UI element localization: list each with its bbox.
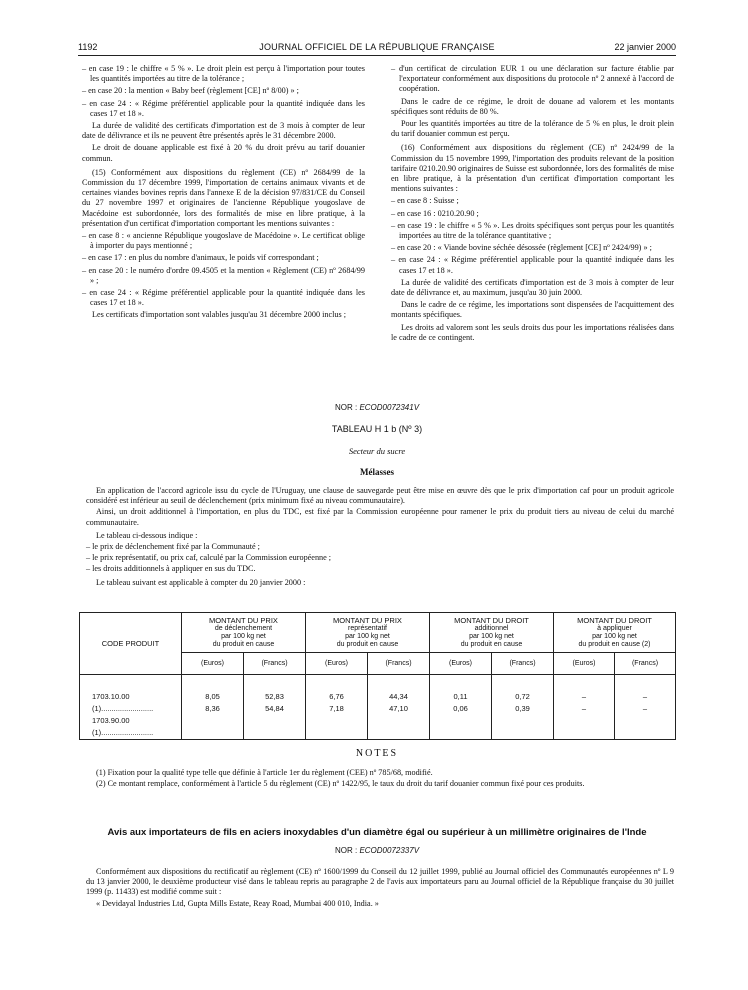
right-column-paragraph: – en case 8 : Suisse ; — [391, 196, 459, 206]
unit-header: (Euros) — [306, 653, 368, 675]
page-number: 1192 — [78, 42, 98, 52]
table-value: 0,39 — [515, 704, 530, 713]
tableau-title: TABLEAU H 1 b (Nº 3) — [331, 424, 423, 434]
group-subtitle: de déclenchement — [214, 624, 273, 632]
group-subtitle: par 100 kg net — [345, 632, 390, 640]
group-header-2 — [306, 613, 430, 653]
left-column-paragraph: – en case 20 : la mention « Baby beef (règlement [CE] nº 8/00) » ; — [82, 86, 299, 96]
intro-paragraph: – les droits additionnels à appliquer en sus du TDC. — [86, 564, 256, 574]
value-cell — [615, 675, 676, 740]
table-value: – — [581, 704, 587, 713]
table-value: 7,18 — [329, 704, 344, 713]
intro-paragraph: Le tableau ci-dessous indique : — [96, 530, 198, 540]
nor-code-2: ECOD0072337V — [359, 846, 420, 855]
notes-block — [86, 768, 674, 790]
intro-paragraph: – le prix de déclenchement fixé par la Communauté ; — [86, 542, 260, 552]
nor-line-1: NOR : ECOD0072341V — [334, 403, 420, 412]
product-code: 1703.10.00 (1)......................... — [92, 692, 154, 713]
group-subtitle: par 100 kg net — [469, 632, 514, 640]
table-value: – — [581, 692, 587, 701]
table-value: 8,36 — [205, 704, 220, 713]
note-item: (1) Fixation pour la qualité type telle que définie à l'article 1er du règlement (CEE) nº 785/68, modifié. — [96, 768, 433, 777]
table-value: 44,34 — [389, 692, 408, 701]
value-cell — [554, 675, 615, 740]
notes-title: NOTES — [355, 748, 399, 759]
left-column-paragraph: – en case 20 : le numéro d'ordre 09.4505 et la mention « Règlement (CE) nº 2684/99 » ; — [82, 265, 365, 285]
table-value: 0,72 — [515, 692, 530, 701]
right-column-paragraph: Dans le cadre de ce régime, le droit de douane ad valorem et les montants spécifiques sont réduits de 80 %. — [391, 96, 674, 116]
right-column-paragraph: Pour les quantités importées au titre de la tolérance de 5 % en plus, le droit plein du tarif douanier commun est perçu. — [391, 119, 674, 139]
group-subtitle: du produit en cause — [460, 640, 523, 648]
group-subtitle: additionnel — [474, 624, 509, 632]
right-column-paragraph: Dans le cadre de ce régime, les importations sont dispensées de l'acquittement des montants spécifiques. — [391, 300, 674, 320]
group-header-1 — [182, 613, 306, 653]
intro-paragraph: Ainsi, un droit additionnel à l'importation, en plus du TDC, est fixé par la Commission européenne pour ramener le prix du produit tiers au niveau de celui du marché communautaire. — [86, 507, 674, 527]
left-column-paragraph: – en case 8 : « ancienne République yougoslave de Macédoine ». Le certificat oblige à importer du pays mentionné ; — [82, 231, 365, 251]
table-value: 0,06 — [453, 704, 468, 713]
value-cell — [368, 675, 430, 740]
page-header — [78, 41, 676, 53]
left-column-paragraph: – en case 17 : en plus du nombre d'animaux, le poids vif correspondant ; — [82, 253, 319, 263]
right-column-paragraph: – en case 16 : 0210.20.90 ; — [391, 208, 479, 218]
journal-title: JOURNAL OFFICIEL DE LA RÉPUBLIQUE FRANÇAISE — [259, 42, 495, 52]
left-column-paragraph: – en case 24 : « Régime préférentiel applicable pour la quantité indiquée dans les cases 17 et 18 ». — [82, 98, 365, 118]
header-rule — [78, 55, 676, 56]
unit-header: (Euros) — [554, 653, 615, 675]
table-body-row — [80, 675, 676, 740]
avis-quote: « Devidayal Industries Ltd, Gupta Mills Estate, Reay Road, Mumbai 400 010, India. » — [96, 898, 379, 908]
product-code: 1703.90.00 (1)......................... — [92, 716, 154, 737]
table-value: 0,11 — [453, 692, 468, 701]
unit-header: (Francs) — [368, 653, 430, 675]
avis-title: Avis aux importateurs de fils en aciers inoxydables d'un diamètre égal ou supérieur à un millimètre originaires de l'Inde — [107, 827, 647, 838]
group-title: MONTANT DU PRIX — [333, 615, 402, 625]
right-column-paragraph: – en case 20 : « Viande bovine séchée désossée (règlement [CE] nº 2424/99) » ; — [391, 243, 652, 253]
group-subtitle: du produit en cause — [336, 640, 399, 648]
value-cell — [182, 675, 244, 740]
group-header-4 — [554, 613, 676, 653]
code-header: CODE PRODUIT — [80, 613, 182, 675]
left-column-paragraph: La durée de validité des certificats d'importation est de 3 mois à compter de leur date de délivrance et ils ne peuvent être présentés après le 31 décembre 2000. — [82, 121, 365, 141]
intro-paragraph: – le prix représentatif, ou prix caf, calculé par la Commission européenne ; — [86, 553, 332, 563]
right-column-paragraph: – d'un certificat de circulation EUR 1 ou une déclaration sur facture établie par l'exportateur conformément aux dispositions du protocole nº 2 annexé à l'accord de coopération. — [391, 64, 674, 94]
right-column-paragraph: Les droits ad valorem sont les seuls droits dus pour les importations réalisées dans le cadre de ce contingent. — [391, 322, 674, 342]
secteur-title: Secteur du sucre — [348, 446, 406, 456]
right-column-paragraph: – en case 19 : le chiffre « 5 % ». Les droits spécifiques sont perçus pour les quantités importées au titre de la tolérance quantitative ; — [391, 220, 674, 241]
right-column — [391, 64, 674, 345]
right-column-paragraph: – en case 24 : « Régime préférentiel applicable pour la quantité indiquée dans les cases 17 et 18 ». — [391, 255, 674, 275]
group-title: MONTANT DU DROIT — [577, 615, 652, 625]
intro-paragraph: Le tableau suivant est applicable à compter du 20 janvier 2000 : — [96, 577, 306, 587]
issue-date: 22 janvier 2000 — [614, 42, 676, 52]
table-value: 8,05 — [205, 692, 220, 701]
group-subtitle: représentatif — [348, 624, 387, 632]
group-title: MONTANT DU DROIT — [454, 615, 529, 625]
price-table — [79, 612, 676, 740]
left-column-paragraph: (15) Conformément aux dispositions du règlement (CE) nº 2684/99 de la Commission du 17 décembre 1999, l'importation de certains animaux vivants et de certaines viandes bovines repris dans l'annexe E de la décision 97/831/CE du Conseil du 27 novembre 1997 et originaires de l'ancienne République yougoslave de Macédoine est subordonnée, lors des formalités de mise en libre pratique, à la présentation d'un certificat d'importation comportant les mentions suivantes : — [82, 167, 365, 228]
product-subtitle: Mélasses — [360, 467, 394, 477]
code-cell — [80, 675, 182, 740]
group-title: MONTANT DU PRIX — [209, 615, 278, 625]
unit-header: (Euros) — [430, 653, 492, 675]
intro-paragraph: En application de l'accord agricole issu du cycle de l'Uruguay, une clause de sauvegarde peut être mise en œuvre dès que le prix d'importation caf pour un produit agricole considéré est inférieur au seuil de déclenchement (prix minimum fixé au niveau communautaire). — [86, 486, 674, 506]
group-header-3 — [430, 613, 554, 653]
table-value: 47,10 — [389, 704, 408, 713]
value-cell — [492, 675, 554, 740]
right-column-paragraph: (16) Conformément aux dispositions du règlement (CE) nº 2424/99 de la Commission du 15 novembre 1999, l'importation des produits relevant de la position tarifaire 0210.20.90 originaires de Suisse est subordonnée, lors des formalités de mise en libre pratique, à la présentation d'un certificat d'importation comportant les mentions suivantes : — [391, 143, 674, 194]
avis-body-block — [86, 867, 674, 910]
unit-header: (Francs) — [492, 653, 554, 675]
avis-body: Conformément aux dispositions du rectificatif au règlement (CE) nº 1600/1999 du Conseil du 12 juillet 1999, publié au Journal officiel des Communautés européennes nº L 9 du 13 janvier 2000, le deuxième producteur visé dans le tableau repris au paragraphe 2 de l'avis aux importateurs paru au Journal officiel de la République française du 30 juillet 1999 (p. 11433) est modifié comme suit : — [86, 867, 674, 897]
left-column-paragraph: Le droit de douane applicable est fixé à 20 % du droit prévu au tarif douanier commun. — [82, 143, 365, 163]
group-subtitle: du produit en cause — [212, 640, 275, 648]
value-cell — [430, 675, 492, 740]
right-column-paragraph: La durée de validité des certificats d'importation est de 3 mois à compter de leur date de délivrance et, au maximum, jusqu'au 30 juin 2000. — [391, 277, 674, 298]
group-subtitle: à appliquer — [597, 624, 632, 632]
nor-line-2: NOR : ECOD0072337V — [334, 846, 420, 855]
group-subtitle: par 100 kg net — [221, 632, 266, 640]
table-value: – — [642, 692, 648, 701]
left-column — [82, 64, 365, 323]
unit-header: (Francs) — [615, 653, 676, 675]
unit-header: (Francs) — [244, 653, 306, 675]
table-value: 54,84 — [265, 704, 284, 713]
left-column-paragraph: – en case 24 : « Régime préférentiel applicable pour la quantité indiquée dans les cases 17 et 18 ». — [82, 288, 365, 308]
value-cell — [306, 675, 368, 740]
table-value: 52,83 — [265, 692, 284, 701]
unit-header: (Euros) — [182, 653, 244, 675]
note-item: (2) Ce montant remplace, conformément à l'article 5 du règlement (CE) nº 1422/95, le taux du droit du tarif douanier commun fixé pour ces produits. — [96, 779, 585, 789]
group-subtitle: du produit en cause (2) — [578, 640, 651, 648]
table-value: 6,76 — [329, 692, 344, 701]
group-subtitle: par 100 kg net — [592, 632, 637, 640]
left-column-paragraph: Les certificats d'importation sont valables jusqu'au 31 décembre 2000 inclus ; — [92, 310, 346, 320]
nor-code-1: ECOD0072341V — [359, 403, 420, 412]
value-cell — [244, 675, 306, 740]
intro-block — [86, 486, 674, 589]
left-column-paragraph: – en case 19 : le chiffre « 5 % ». Le droit plein est perçu à l'importation pour toutes les quantités importées au titre de la tolérance ; — [82, 64, 365, 84]
table-value: – — [642, 704, 648, 713]
